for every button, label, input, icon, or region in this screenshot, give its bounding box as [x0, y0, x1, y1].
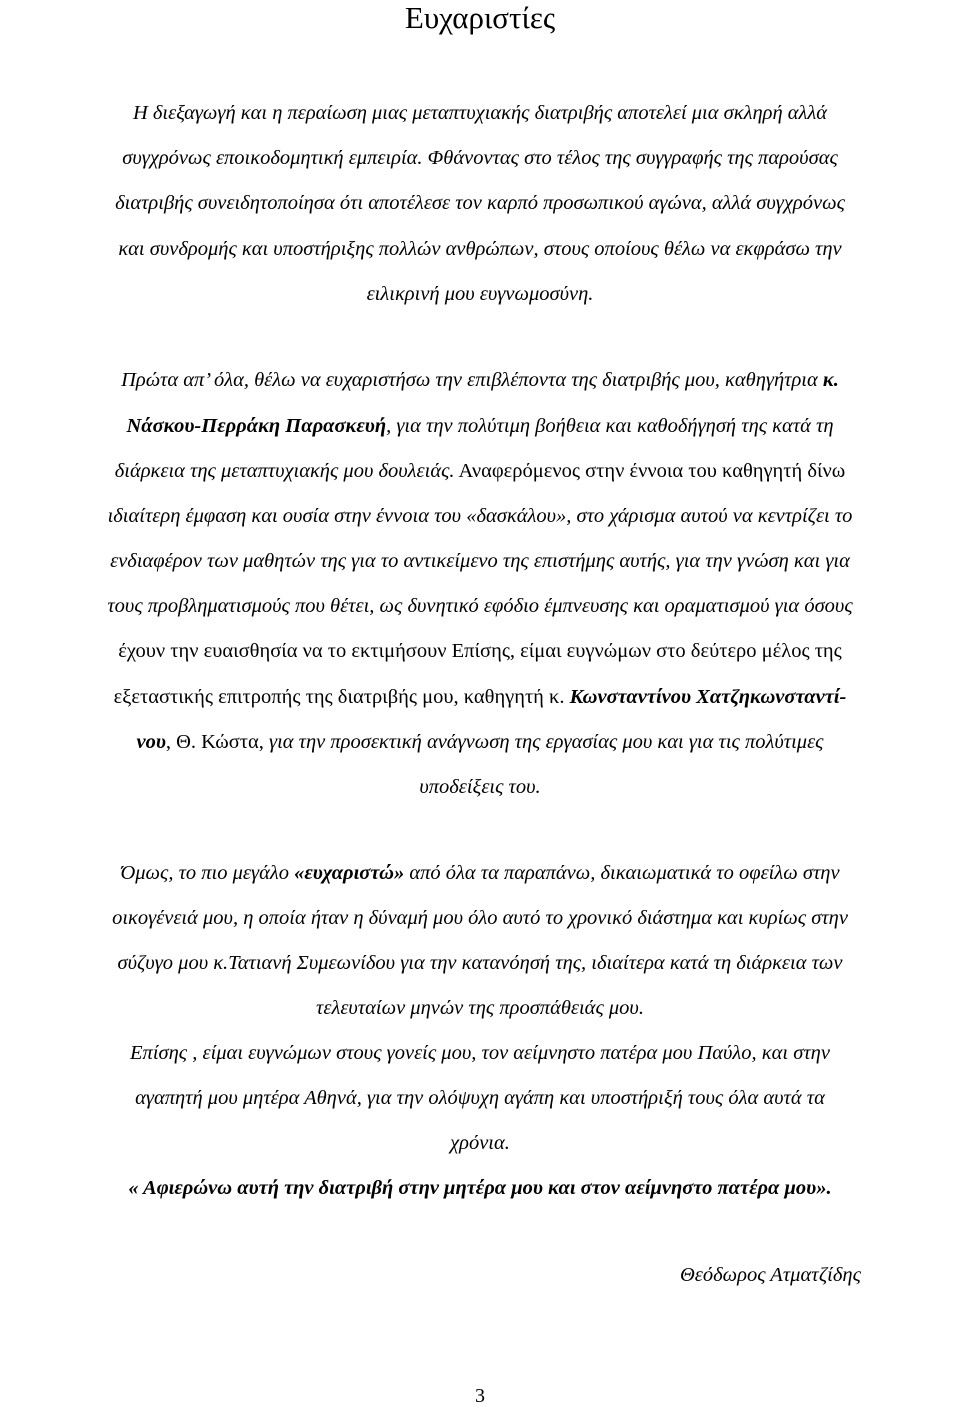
paragraph-4-line-2: αγαπητή μου μητέρα Αθηνά, για την ολόψυχη αγάπη και υποστήριξή τους όλα αυτά τα [135, 1087, 825, 1109]
paragraph-3-line-2: οικογένειά μου, η οποία ήταν η δύναμή μου όλο αυτό το χρονικό διάστημα και κυρίως στην [112, 907, 848, 929]
p2-line-9-text: για την προσεκτική ανάγνωση της εργασίας μου και για τις πολύτιμες [269, 731, 824, 753]
p2-line-9-mid: , Θ. Κώστα, [165, 731, 264, 753]
paragraph-2-line-6: τους προβληματισμούς που θέτει, ως δυνητικό εφόδιο έμπνευσης και οραματισμού για όσους [107, 595, 853, 617]
p3-line-1-b: από όλα τα παραπάνω, δικαιωματικά το οφείλω στην [409, 862, 840, 884]
p2-line-1-text: Πρώτα απ’ όλα, θέλω να ευχαριστήσω την επιβλέποντα της διατριβής μου, καθηγήτρια [121, 369, 818, 391]
p2-line-8-text: εξεταστικής επιτροπής της διατριβής μου, καθηγητή κ. [113, 686, 565, 708]
paragraph-3-line-4: τελευταίων μηνών της προσπάθειάς μου. [316, 997, 644, 1019]
p2-line-3-italic: διάρκεια της μεταπτυχιακής μου δουλειάς. [114, 460, 455, 482]
page-title: Ευχαριστίες [404, 0, 556, 35]
paragraph-4-line-3: χρόνια. [450, 1132, 510, 1154]
paragraph-3-line-3: σύζυγο μου κ.Τατιανή Συμεωνίδου για την κατανόησή της, ιδιαίτερα κατά τη διάρκεια των [117, 952, 843, 974]
paragraph-2-line-10: υποδείξεις του. [419, 776, 541, 798]
paragraph-2-line-8 [0, 684, 960, 710]
paragraph-2-line-9 [0, 729, 960, 755]
committee-member-name-end: νου [136, 731, 166, 753]
p2-line-1-bold: κ. [822, 369, 839, 391]
paragraph-2-line-5: ενδιαφέρον των μαθητών της για το αντικείμενο της επιστήμης αυτής, για την γνώση και για [110, 550, 850, 572]
paragraph-2-line-7: έχουν την ευαισθησία να το εκτιμήσουν Επίσης, είμαι ευγνώμων στο δεύτερο μέλος της [118, 640, 842, 662]
paragraph-1-line-4: και συνδρομής και υποστήριξης πολλών ανθρώπων, στους οποίους θέλω να εκφράσω την [118, 238, 842, 260]
p3-line-1-a: Όμως, το πιο μεγάλο [120, 862, 289, 884]
page-number: 3 [475, 1385, 485, 1407]
paragraph-2-line-1 [0, 367, 960, 393]
paragraph-1-line-5: ειλικρινή μου ευγνωμοσύνη. [366, 283, 594, 305]
supervisor-name: Νάσκου-Περράκη Παρασκευή [126, 415, 387, 437]
paragraph-2-line-4: ιδιαίτερη έμφαση και ουσία στην έννοια του «δασκάλου», στο χάρισμα αυτού να κεντρίζει το [107, 505, 853, 527]
committee-member-name: Κωνσταντίνου Χατζηκωνσταντί- [569, 686, 847, 708]
paragraph-2-line-3 [0, 458, 960, 484]
paragraph-3-line-1 [0, 860, 960, 886]
paragraph-1-line-3: διατριβής συνειδητοποίησα ότι αποτέλεσε τον καρπό προσωπικού αγώνα, αλλά συγχρόνως [115, 192, 845, 214]
paragraph-4-line-1: Επίσης , είμαι ευγνώμων στους γονείς μου, τον αείμνηστο πατέρα μου Παύλο, και στην [130, 1042, 830, 1064]
paragraph-1-line-2: συγχρόνως εποικοδομητική εμπειρία. Φθάνοντας στο τέλος της συγγραφής της παρούσας [122, 147, 838, 169]
dedication: « Αφιερώνω αυτή την διατριβή στην μητέρα μου και στον αείμνηστο πατέρα μου». [128, 1177, 832, 1199]
p2-line-2-text: , για την πολύτιμη βοήθεια και καθοδήγησή της κατά τη [386, 415, 834, 437]
p3-thanks-emphasis: «ευχαριστώ» [294, 862, 405, 884]
paragraph-2-line-2 [0, 413, 960, 439]
p2-line-3-regular: Αναφερόμενος στην έννοια του καθηγητή δίνω [458, 460, 846, 482]
author-signature: Θεόδωρος Ατματζίδης [680, 1264, 861, 1286]
paragraph-1-line-1: Η διεξαγωγή και η περαίωση μιας μεταπτυχιακής διατριβής αποτελεί μια σκληρή αλλά [132, 102, 828, 124]
